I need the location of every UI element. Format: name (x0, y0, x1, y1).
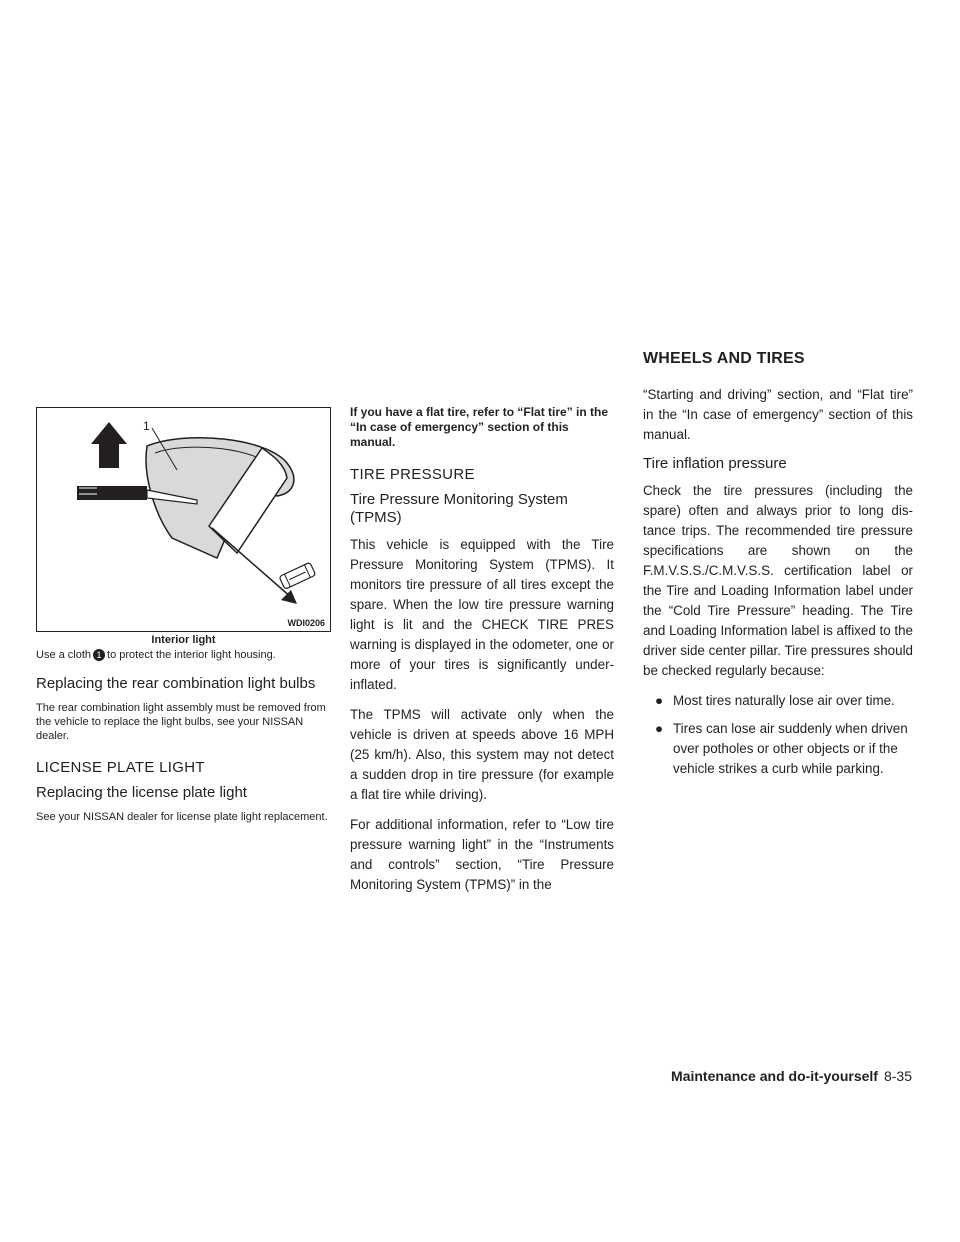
paragraph-tpms-2: The TPMS will activate only when the vehicle is driven at speeds above 16 MPH (25 km/h). Also, this system may not detect a sudden drop in tire pressure (for example a flat tire while driving). (350, 707, 614, 802)
heading-rear-combination-light: Replacing the rear combination light bulbs (36, 675, 316, 693)
figure-caption: Interior light (151, 634, 216, 646)
footer-section-name: Maintenance and do-it-yourself (671, 1068, 878, 1084)
heading-tpms: Tire Pressure Monitoring System (TPMS) (350, 491, 568, 526)
svg-text:1: 1 (143, 419, 150, 433)
column-left (36, 407, 331, 824)
heading-tire-pressure: TIRE PRESSURE (350, 466, 475, 483)
heading-license-plate-light: Replacing the license plate light (36, 784, 247, 802)
list-item: ● Tires can lose air suddenly when driven over potholes or other objects or if the vehicle strikes a curb while parking. (655, 721, 908, 776)
paragraph-license-plate-light: See your NISSAN dealer for license plate light replacement. (36, 811, 328, 824)
figure-note (36, 649, 331, 661)
paragraph-tpms-3: For additional information, refer to “Low tire pressure warning light” in the “Instruments and controls” section, “Tire Pressure Monitoring System (TPMS)” in the (350, 817, 614, 892)
paragraph-continued: “Starting and driving” section, and “Flat tire” in the “In case of emergency” section of this manual. (643, 387, 913, 442)
paragraph-tpms-1: This vehicle is equipped with the Tire Pressure Monitoring System (TPMS). It monitors tire pressure of all tires except the spare. When the low tire pressure warning light is lit and the CHECK TIRE PRES warning is displayed in the odometer, one or more of your tires is significantly under-inflated. (350, 537, 614, 692)
section-title: WHEELS AND TIRES (643, 350, 805, 367)
heading-tire-inflation-pressure: Tire inflation pressure (643, 455, 787, 472)
list-item: ● Most tires naturally lose air over time. (643, 691, 913, 711)
paragraph-rear-combination-light: The rear combination light assembly must be removed from the vehicle to replace the light bulbs, see your NISSAN dealer. (36, 702, 326, 743)
flat-tire-note: If you have a flat tire, refer to “Flat tire” in the “In case of emergency” section of this manual. (350, 405, 609, 449)
page-number: 8-35 (883, 1068, 912, 1084)
page-footer (671, 1068, 912, 1084)
column-right (643, 385, 913, 787)
figure-note-before: Use a cloth (36, 649, 92, 661)
bullet-icon: ● (655, 721, 664, 736)
interior-light-illustration (37, 408, 330, 631)
heading-license-plate-light-section: LICENSE PLATE LIGHT (36, 759, 205, 777)
figure-note-after: to protect the interior light housing. (107, 649, 276, 661)
paragraph-tire-inflation: Check the tire pressures (including the spare) often and always prior to long distance trips. The recommended tire pressure specifications are shown on the F.M.V.S.S./C.M.V.S.S. certification label or the Tire and Loading Information label under the “Cold Tire Pressure” heading. The Tire and Loading Information label is affixed to the driver side center pillar. Tire pressures should be checked regularly because: (643, 483, 913, 678)
callout-1-icon: 1 (93, 649, 105, 661)
column-middle (350, 405, 614, 905)
bullet-icon: ● (655, 693, 664, 708)
figure-code: WDI0206 (287, 618, 325, 628)
bullet-list (643, 691, 913, 779)
interior-light-figure (36, 407, 331, 632)
